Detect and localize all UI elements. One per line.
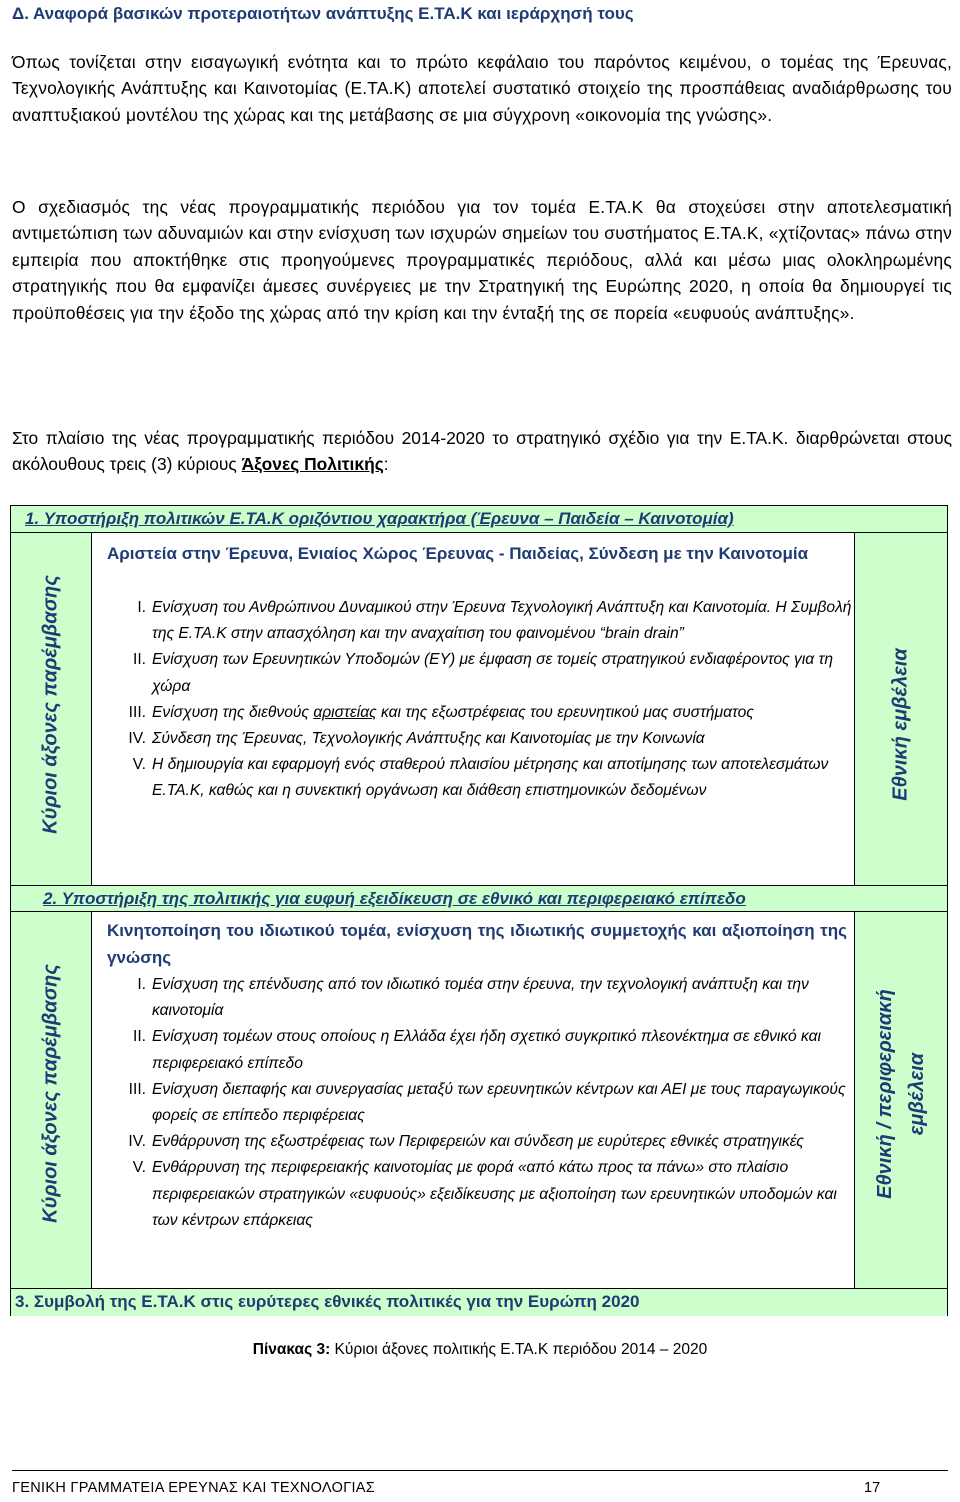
section1-right-cell bbox=[854, 533, 947, 885]
footer-org: ΓΕΝΙΚΗ ΓΡΑΜΜΑΤΕΙΑ ΕΡΕΥΝΑΣ ΚΑΙ ΤΕΧΝΟΛΟΓΙΑΣ bbox=[12, 1480, 376, 1496]
section2-title: 2. Υποστήριξη της πολιτικής για ευφυή εξειδίκευση σε εθνικό και περιφερειακό επίπεδο bbox=[11, 885, 947, 912]
footer-divider bbox=[12, 1470, 948, 1471]
section2-subtitle: Κινητοποίηση του ιδιωτικού τομέα, ενίσχυση της ιδιωτικής συμμετοχής και αξιοποίηση της γνώσης bbox=[107, 921, 847, 967]
paragraph-intro: Όπως τονίζεται στην εισαγωγική ενότητα και το πρώτο κεφάλαιο του παρόντος κειμένου, ο τομέας της Έρευνας, Τεχνολογικής Ανάπτυξης και Καινοτομίας (Ε.ΤΑ.Κ) αποτελεί συστατικό στοιχείο της προσπάθειας αναδιάρθρωσης του αναπτυξιακού μοντέλου της χώρας και της μετάβασης σε μια σύγχρονη «οικονομία της γνώσης». bbox=[12, 52, 952, 125]
section1-right-label: Εθνική εμβέλεια bbox=[889, 648, 912, 801]
list-item: IV. Ενθάρρυνση της εξωστρέφειας των Περιφερειών και σύνδεση με ευρύτερες εθνικές στρατηγικές bbox=[128, 1133, 804, 1151]
section1-title: 1. Υποστήριξη πολιτικών Ε.ΤΑ.Κ οριζόντιου χαρακτήρα (Έρευνα – Παιδεία – Καινοτομία) bbox=[11, 506, 947, 533]
list-item: III. Ενίσχυση της διεθνούς αριστείας και της εξωστρέφειας του ερευνητικού μας συστήματος bbox=[128, 703, 754, 721]
section2-right-label: Εθνική / περιφερειακή εμβέλεια bbox=[874, 989, 928, 1199]
list-item: IV. Σύνδεση της Έρευνας, Τεχνολογικής Ανάπτυξης και Καινοτομίας με την Κοινωνία bbox=[128, 730, 705, 748]
section2-right-cell bbox=[854, 912, 947, 1288]
paragraph-axes bbox=[12, 425, 952, 478]
section1-subtitle: Αριστεία στην Έρευνα, Ενιαίος Χώρος Έρευνας - Παιδείας, Σύνδεση με την Καινοτομία bbox=[107, 544, 809, 563]
list-item: I. Ενίσχυση του Ανθρώπινου Δυναμικού στην Έρευνα Τεχνολογική Ανάπτυξη και Καινοτομία. Η Συμβολή της Ε.ΤΑ.Κ στην απασχόληση και την αναχαίτιση του φαινομένου “brain drain” bbox=[137, 599, 852, 643]
section2-list bbox=[92, 972, 852, 1234]
paragraph-planning: Ο σχεδιασμός της νέας προγραμματικής περιόδου για τον τομέα Ε.ΤΑ.Κ θα στοχεύσει στην αποτελεσματική αντιμετώπιση των αδυναμιών και στην ενίσχυση των ισχυρών σημείων του συστήματος Ε.ΤΑ.Κ, «χτίζοντας» πάνω στην εμπειρία που αποκτήθηκε στις προηγούμενες προγραμματικές περιόδους, αλλά και μέσω μιας ολοκληρωμένης στρατηγικής που θα εμφανίζει άμεσες συνέργειες με την Στρατηγική της Ευρώπης 2020, η οποία θα δημιουργεί τις προϋποθέσεις για την έξοδο της χώρας από την κρίση και την ένταξή της σε πορεία «ευφυούς ανάπτυξης». bbox=[12, 197, 952, 323]
axes-colon: : bbox=[383, 454, 389, 475]
list-item: I. Ενίσχυση της επένδυσης από τον ιδιωτικό τομέα στην έρευνα, την τεχνολογική ανάπτυξη και την καινοτομία bbox=[137, 976, 809, 1020]
section1-left-cell bbox=[11, 533, 92, 885]
section2-left-label: Κύριοι άξονες παρέμβασης bbox=[39, 964, 62, 1223]
paragraph-axes-text: Στο πλαίσιο της νέας προγραμματικής περιόδου 2014-2020 το στρατηγικό σχέδιο για την Ε.ΤΑ.Κ. διαρθρώνεται στους ακόλουθους τρεις (3) κύριους bbox=[12, 428, 952, 475]
section3-title: 3. Συμβολή της Ε.ΤΑ.Κ στις ευρύτερες εθνικές πολιτικές για την Ευρώπη 2020 bbox=[11, 1288, 947, 1316]
section1-content bbox=[92, 533, 854, 885]
list-item: II. Ενίσχυση τομέων στους οποίους η Ελλάδα έχει ήδη σχετικό συγκριτικό πλεονέκτημα σε εθνικό και περιφερειακό επίπεδο bbox=[133, 1028, 821, 1072]
section1-list bbox=[92, 595, 852, 805]
section2-left-cell bbox=[11, 912, 92, 1288]
list-item: II. Ενίσχυση των Ερευνητικών Υποδομών (ΕΥ) με έμφαση σε τομείς στρατηγικού ενδιαφέροντος για τη χώρα bbox=[133, 651, 834, 695]
section2-content bbox=[92, 912, 854, 1288]
list-item: III. Ενίσχυση διεπαφής και συνεργασίας μεταξύ των ερευνητικών κέντρων και ΑΕΙ με τους παραγωγικούς φορείς σε επίπεδο περιφέρειας bbox=[128, 1080, 846, 1125]
list-item: V. Η δημιουργία και εφαρμογή ενός σταθερού πλαισίου μέτρησης και αποτίμησης των αποτελεσμάτων Ε.ΤΑ.Κ, καθώς και η συνεκτική οργάνωση και διάθεση επιστημονικών δεδομένων bbox=[132, 756, 829, 800]
page-number: 17 bbox=[864, 1480, 881, 1496]
section-heading: Δ. Αναφορά βασικών προτεραιοτήτων ανάπτυξης Ε.ΤΑ.Κ και ιεράρχησή τους bbox=[12, 4, 634, 23]
section1-left-label: Κύριοι άξονες παρέμβασης bbox=[39, 575, 62, 834]
axes-label: Άξονες Πολιτικής bbox=[241, 454, 384, 475]
table-caption: Πίνακας 3: Κύριοι άξονες πολιτικής Ε.ΤΑ.Κ περιόδου 2014 – 2020 bbox=[252, 1341, 708, 1358]
policy-axes-table bbox=[10, 505, 948, 1316]
list-item: V. Ενθάρρυνση της περιφερειακής καινοτομίας με φορά «από κάτω προς τα πάνω» στο πλαίσιο περιφερειακών στρατηγικών «ευφυούς» εξειδίκευσης με αξιοποίηση των ερευνητικών υποδομών και των κέντρων επάρκειας bbox=[132, 1159, 837, 1229]
